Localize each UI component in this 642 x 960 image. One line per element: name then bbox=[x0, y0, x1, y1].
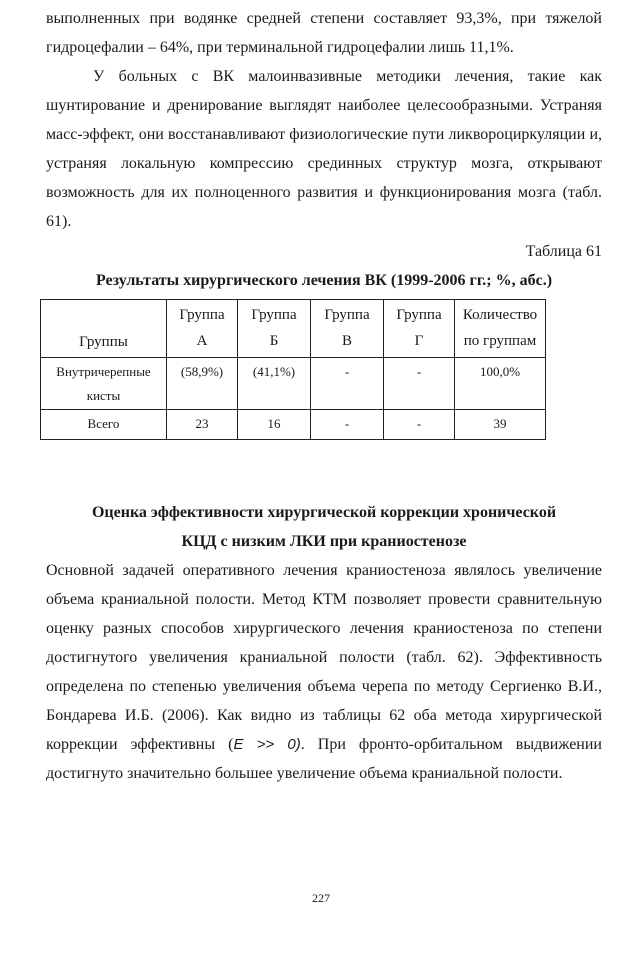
header-count-line2: по группам bbox=[463, 333, 537, 349]
cell-total-group-g: - bbox=[384, 410, 455, 440]
paragraph-hydrocephalus-results: выполненных при водянке средней степени составляет 93,3%, при тяжелой гидроцефалии – 64%, при терминальной гидроцефалии лишь 11,1%. bbox=[46, 10, 602, 56]
header-count-line1: Количество bbox=[462, 307, 538, 323]
paragraph-minimally-invasive-methods: У больных с ВК малоинвазивные методики лечения, такие как шунтирование и дренирование выглядят наиболее целесообразными. Устраняя масс-эффект, они восстанавливают физиологические пути ликвороциркуляции и, устраняя локальную компрессию срединных структур мозга, открывают возможность для их полноценного развития и функционирования мозга (табл. 61). bbox=[46, 68, 602, 230]
section-title-line2: КЦД с низким ЛКИ при краниостенозе bbox=[181, 533, 467, 550]
section-title-line1: Оценка эффективности хирургической коррекции хронической bbox=[91, 504, 557, 521]
cell-cysts-group-b: (41,1%) bbox=[238, 358, 311, 410]
cell-total-count: 39 bbox=[455, 410, 546, 440]
cell-total-group-v: - bbox=[311, 410, 384, 440]
table-row-intracranial-cysts bbox=[41, 358, 546, 410]
cell-total-group-b: 16 bbox=[238, 410, 311, 440]
row-label-intracranial-cysts bbox=[41, 358, 167, 410]
cell-cysts-group-v: - bbox=[311, 358, 384, 410]
row-label-line1: Внутричерепные bbox=[56, 364, 151, 379]
header-group-v-letter: В bbox=[341, 333, 352, 349]
paragraph-craniostenosis-surgery bbox=[46, 556, 602, 788]
paragraph3-text-part2: . При фронто-орбитальном выдвижении достигнуто значительно большее увеличение объема краниальной полости. bbox=[46, 736, 602, 782]
results-table bbox=[40, 299, 546, 440]
cell-cysts-group-g: - bbox=[384, 358, 455, 410]
row-label-line2: кисты bbox=[86, 388, 121, 403]
cell-total-group-a: 23 bbox=[167, 410, 238, 440]
paragraph3-formula: E >> 0) bbox=[233, 736, 301, 753]
header-group-a-letter: А bbox=[196, 333, 208, 349]
header-group-a-word: Группа bbox=[179, 307, 225, 323]
header-group-b-word: Группа bbox=[251, 307, 297, 323]
header-group-a bbox=[167, 300, 238, 358]
row-label-total: Всего bbox=[41, 410, 167, 440]
table-row-total bbox=[41, 410, 546, 440]
table-title: Результаты хирургического лечения ВК (1999-2006 гг.; %, абс.) bbox=[95, 272, 553, 289]
header-group-v-word: Группа bbox=[324, 307, 370, 323]
header-group-g-word: Группа bbox=[396, 307, 442, 323]
header-count-by-groups bbox=[455, 300, 546, 358]
header-groups: Группы bbox=[41, 300, 167, 358]
paragraph3-text-part1: Основной задачей оперативного лечения краниостеноза являлось увеличение объема краниальной полости. Метод КТМ позволяет провести сравнительную оценку разных способов хирургического лечения краниостеноза по степени достигнутого увеличения краниальной полости (табл. 62). Эффективность определена по степенью увеличения объема черепа по методу Сергиенко В.И., Бондарева И.Б. (2006). Как видно из таблицы 62 оба метода хирургической коррекции эффективны ( bbox=[46, 562, 602, 753]
header-group-g bbox=[384, 300, 455, 358]
page-number: 227 bbox=[312, 891, 330, 905]
cell-cysts-total: 100,0% bbox=[455, 358, 546, 410]
header-group-b-letter: Б bbox=[269, 333, 279, 349]
header-group-v bbox=[311, 300, 384, 358]
table-header-row bbox=[41, 300, 546, 358]
header-group-g-letter: Г bbox=[414, 333, 424, 349]
section-title bbox=[46, 498, 602, 556]
header-group-b bbox=[238, 300, 311, 358]
table-label: Таблица 61 bbox=[525, 243, 602, 260]
cell-cysts-group-a: (58,9%) bbox=[167, 358, 238, 410]
